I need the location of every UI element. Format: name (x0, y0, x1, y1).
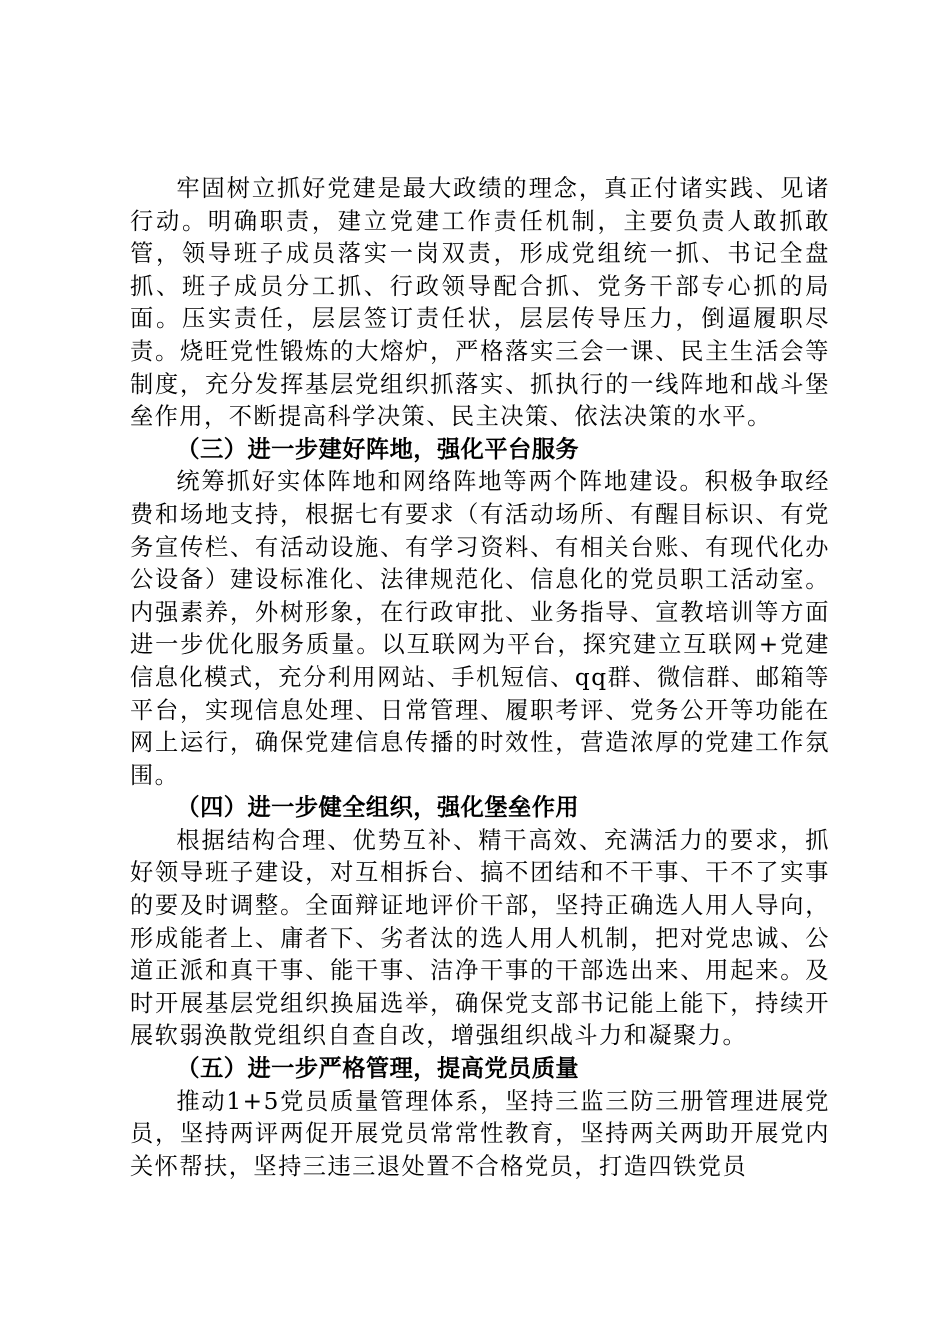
section-heading-5: （五）进一步严格管理，提高党员质量 (176, 1055, 580, 1083)
paragraph-member-quality: 推动1+5党员质量管理体系，坚持三监三防三册管理进展党员，坚持两评两促开展党员常常性教育，坚持两关两助开展党内关怀帮扶，坚持三违三退处置不合格党员，打造四铁党员 (130, 1087, 830, 1180)
paragraph-organization: 根据结构合理、优势互补、精干高效、充满活力的要求，抓好领导班子建设，对互相拆台、搞不团结和不干事、干不了实事的要及时调整。全面辩证地评价干部，坚持正确选人用人导向，形成能者上、庸者下、劣者汰的选人用人机制，把对党忠诚、公道正派和真干事、能干事、洁净干事的干部选出来、用起来。及时开展基层党组织换届选举，确保党支部书记能上能下，持续开展软弱涣散党组织自查自改，增强组织战斗力和凝聚力。 (130, 826, 830, 1050)
document-page (130, 173, 830, 1183)
section-heading-3: （三）进一步建好阵地，强化平台服务 (176, 435, 580, 463)
section-heading-4: （四）进一步健全组织，强化堡垒作用 (176, 794, 580, 822)
paragraph-party-building-responsibility: 牢固树立抓好党建是最大政绩的理念，真正付诸实践、见诸行动。明确职责，建立党建工作责任机制，主要负责人敢抓敢管，领导班子成员落实一岗双责，形成党组统一抓、书记全盘抓、班子成员分工抓、行政领导配合抓、党务干部专心抓的局面。压实责任，层层签订责任状，层层传导压力，倒逼履职尽责。烧旺党性锻炼的大熔炉，严格落实三会一课、民主生活会等制度，充分发挥基层党组织抓落实、抓执行的一线阵地和战斗堡垒作用，不断提高科学决策、民主决策、依法决策的水平。 (130, 175, 830, 431)
paragraph-platform-service: 统筹抓好实体阵地和网络阵地等两个阵地建设。积极争取经费和场地支持，根据七有要求（有活动场所、有醒目标识、有党务宣传栏、有活动设施、有学习资料、有相关台账、有现代化办公设备）建设标准化、法律规范化、信息化的党员职工活动室。内强素养，外树形象，在行政审批、业务指导、宣教培训等方面进一步优化服务质量。以互联网为平台，探究建立互联网+党建信息化模式，充分利用网站、手机短信、qq群、微信群、邮箱等平台，实现信息处理、日常管理、履职考评、党务公开等功能在网上运行，确保党建信息传播的时效性，营造浓厚的党建工作氛围。 (130, 468, 830, 789)
